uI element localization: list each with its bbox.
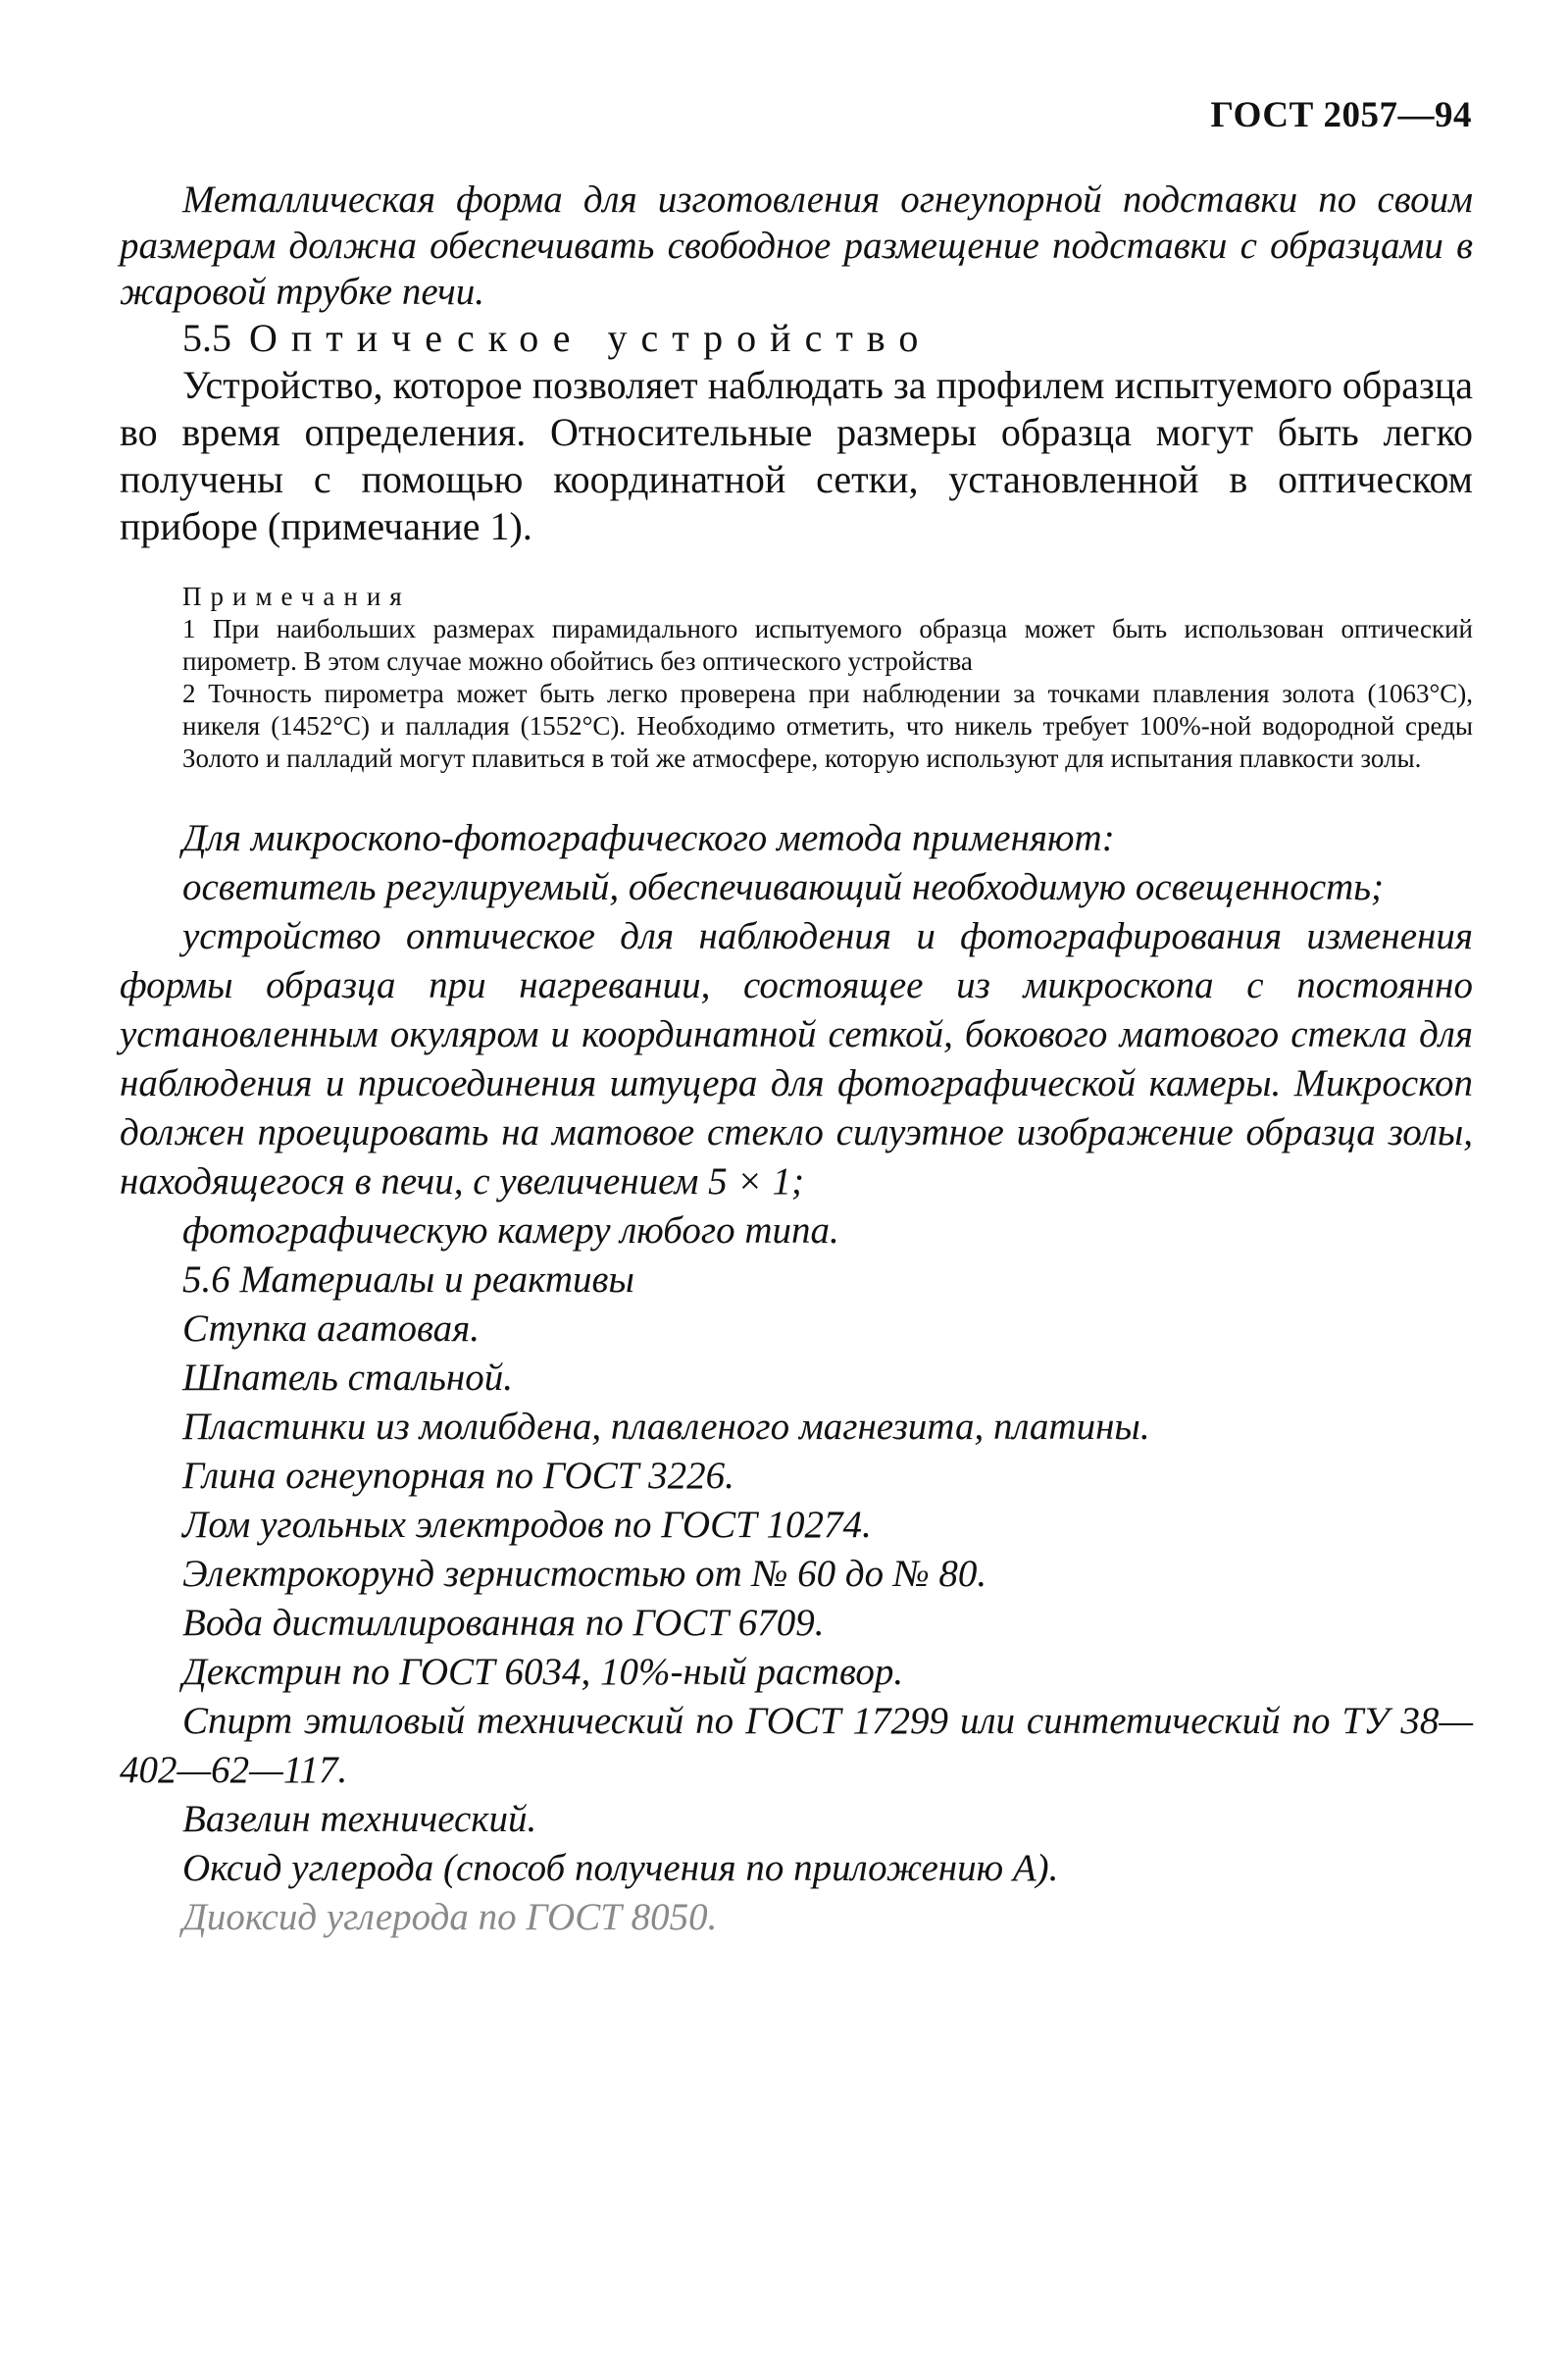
material-item: Оксид углерода (способ получения по приложению А). <box>182 1847 1059 1889</box>
material-item: Диоксид углерода по ГОСТ 8050. <box>182 1896 718 1938</box>
material-item: Вазелин технический. <box>182 1798 537 1840</box>
micro-method-lead: Для микроскопо-фотографического метода применяют: <box>182 817 1115 859</box>
micro-method-item-2: устройство оптическое для наблюдения и фотографирования изменения формы образца при нагревании, состоящее из микроскопа с постоянно установленным окуляром и координатной сеткой, бокового матового стекла для наблюдения и присоединения штуцера для фотографической камеры. Микроскоп должен проецировать на матовое стекло силуэтное изображение образца золы, находящегося в печи, с увеличением 5 × 1; <box>120 915 1473 1203</box>
note-item-2: 2 Точность пирометра может быть легко проверена при наблюдении за точками плавления золота (1063°С), никеля (1452°С) и палладия (1552°С). Необходимо отметить, что никель требует 100%-ной водородной среды Золото и палладий могут плавиться в той же атмосфере, которую используют для испытания плавкости золы. <box>182 679 1473 773</box>
material-item: Ступка агатовая. <box>182 1307 481 1350</box>
section-5-5-number: 5.5 <box>182 316 231 360</box>
intro-paragraph: Металлическая форма для изготовления огнеупорной подставки по своим размерам должна обеспечивать свободное размещение подставки с образцами в жаровой трубке печи. <box>120 179 1473 313</box>
section-5-6-title: 5.6 Материалы и реактивы <box>182 1258 634 1301</box>
material-item: Лом угольных электродов по ГОСТ 10274. <box>182 1504 872 1546</box>
section-5-5-title: Оптическое устройство <box>249 316 933 360</box>
material-item: Шпатель стальной. <box>182 1357 513 1399</box>
section-5-5-heading <box>120 315 1473 362</box>
page-header-doc-number: ГОСТ 2057—94 <box>1210 95 1472 135</box>
material-item: Глина огнеупорная по ГОСТ 3226. <box>182 1455 734 1497</box>
material-item: Спирт этиловый технический по ГОСТ 17299 или синтетический по ТУ 38—402—62—117. <box>120 1700 1473 1791</box>
micro-method-block <box>120 814 1473 1255</box>
page-content <box>120 177 1473 1942</box>
micro-method-item-3: фотографическую камеру любого типа. <box>182 1209 839 1252</box>
material-item: Декстрин по ГОСТ 6034, 10%-ный раствор. <box>182 1651 904 1693</box>
section-5-5-body: Устройство, которое позволяет наблюдать за профилем испытуемого образца во время определения. Относительные размеры образца могут быть легко получены с помощью координатной сетки, установленной в оптическом приборе (примечание 1). <box>120 363 1473 548</box>
material-item: Вода дистиллированная по ГОСТ 6709. <box>182 1602 825 1644</box>
note-item-1: 1 При наибольших размерах пирамидального испытуемого образца может быть использован оптический пирометр. В этом случае можно обойтись без оптического устройства <box>182 614 1473 676</box>
material-item: Пластинки из молибдена, плавленого магнезита, платины. <box>182 1406 1150 1448</box>
section-5-6-block <box>120 1255 1473 1942</box>
micro-method-item-1: осветитель регулируемый, обеспечивающий необходимую освещенность; <box>182 866 1385 908</box>
material-item: Электрокорунд зернистостью от № 60 до № 80. <box>182 1553 987 1595</box>
notes-block <box>120 580 1473 775</box>
notes-title: Примечания <box>182 582 411 611</box>
